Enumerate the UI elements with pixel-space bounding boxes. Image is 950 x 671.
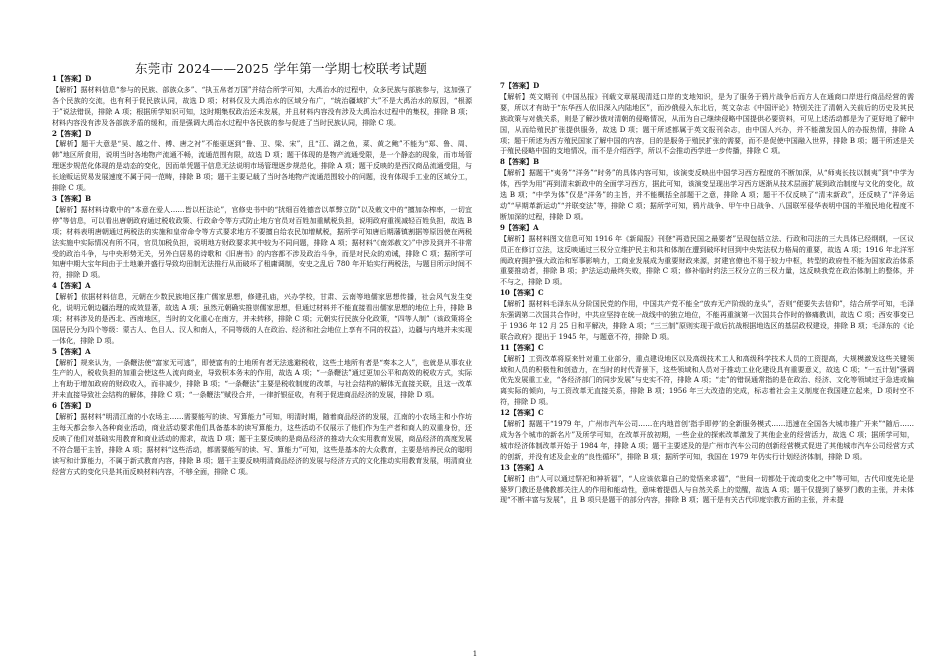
answer-line: 9【答案】A [500, 222, 539, 232]
left-column [52, 74, 472, 478]
question-block [52, 347, 472, 402]
answer-line: 12【答案】C [500, 408, 544, 418]
answer-line: 7【答案】D [500, 81, 540, 90]
question-block [500, 343, 914, 408]
answer-line: 2【答案】D [52, 128, 92, 138]
right-column [500, 81, 914, 506]
explanation-text: 【解析】依据材料信息，元朝在少数民族地区推广儒家思想，修建孔庙，兴办学校，甘肃、云南等地儒家思想传播，社会风气发生变化，说明元朝边疆治理的成效显著，故选 A 项；虽然元朝确实推崇儒家思想，但通过材料并不能直接看出儒家思想的地位上升，排除 B 项；材料涉及的是西北、西南地区，当时的文化重心在南方，并未转移，排除 C 项；元朝实行民族分化政策，“四等人制”（该政策将全国居民分为四个等级：蒙古人、色目人、汉人和南人，不同等级的人在政治、经济和社会地位上享有不同的权益），边疆与内地并未实现一体化，排除 D 项。 [52, 292, 472, 345]
question-block [52, 401, 472, 477]
answer-line: 5【答案】A [52, 346, 91, 356]
explanation-text: 【解析】据材料毛泽东从分阶国民党的作用，中国共产党不能全“放弃无产阶级的龙头”，否则“便要失去信仰”，结合所学可知，毛泽东强调第二次国共合作时，中共应坚持在统一战线中的独立地位，不能再重演第一次国共合作时的修痛教训，故选 C 项；西安事变已于 1936 年 12 月 25 日和平解决，排除 A 项；“三三制”原则实现于敌后抗战根据地选区的基层政权建设，排除 B 项；毛泽东的《论联合政府》提出于 1945 年，与题意不符，排除 D 项。 [500, 299, 914, 341]
explanation-text: 【解析】题干大意是“吴、越之什、傅、唐之衬”不能驱逐到“鲁、卫、梁、宋”，且“江、湖之鱼，菜、黄之鲍”不能为“郑、鲁、周、韩”地区所食用，说明当时各地物产流通不畅，流通范围有限，故选 D 项；题干体现的是物产流通受限，是一个静态的现象，而市场管理逐步规范化体现的是动态的变化，因而单凭题干信息无法说明市场管理逐步规范化，排除 A 项；题干反映的是西汉商品流通受阻，与长途贩运贸易发展速度不属于同一范畴，排除 B 项；题干主要记载了当时各地物产流通范围较小的问题，没有体现手工业的区域分工，排除 C 项。 [52, 139, 472, 193]
question-block [52, 281, 472, 346]
question-block [500, 81, 914, 157]
question-block [500, 288, 914, 343]
explanation-text: 【解析】据材料图文信息可知 1916 年《新闻报》刊登“再造民国之最要者”呈现包括立法、行政和司法的三大具体已经纲纲，一区议员正在修订立法，这反映通过三权分立维护民主和共和体制在遭到破坏时回到中央宪法权力格局的重要，故选 A 项；1916 年北洋军阀政府拥护强大政治和军事影响力，工商业发展成为重要财政来源，封建官僚也不易于较力中枢，转型的政府性不能为国家政治体系重要推动者，排除 B 项；护法运动最终失败，排除 C 项；修补临时约法三权分立的三权力量，这反映我党在政治体制上的整体，并不与之，排除 D 项。 [500, 233, 914, 287]
answer-line: 8【答案】B [500, 157, 540, 167]
answer-line: 11【答案】C [500, 342, 544, 352]
page-number: 1 [472, 650, 478, 658]
answer-line: 1【答案】D [52, 74, 92, 83]
explanation-text: 【解析】工资改革将原来针对重工业部分，重点建设地区以及高级技术工人和高级科学技术人员的工资提高，大规模激发这些关键领域和人员的积极性和创造力，在当时的时代背景下，这些领域和人员对于推动工业化建设具有重要意义，故选 C 项；“一五计划”强调优先发展重工业，“各经济部门的同步发展”与史实不符，排除 A 项；“走”的错误通常指的是在政治、经济、文化等领域过于急进或偏离实际的倾向，与工资改革无直接关系，排除 B 项；1956 年三大改造的完成，标志着社会主义制度在我国建立起来，D 项时空不符，排除 D 项。 [500, 353, 914, 407]
explanation-text: 【解析】据题干“1979 年，广州市汽车公司……在内地首创‘指手即停’的全新服务模式……迅速在全国各大城市推广开来”“随后……成为各个城市的新名片”及所学可知，在改革开放初期，一些企业的探索改革激发了其他企业的经营活力，故选 C 项；据所学可知，城市经济体制改革开始于 1984 年，排除 A 项；题干主要述及的是广州市汽车公司的创新经营模式促进了其他城市汽车公司经营方式的创新，并没有述及企业的“良性循环”，排除 B 项；据所学可知，我国在 1979 年仍实行计划经济体制，排除 D 项。 [500, 419, 914, 461]
answer-line: 3【答案】B [52, 193, 92, 203]
explanation-text: 【解析】据题干“夷务”“洋务”“时务”的具体内容可知，该演变反映出中国学习西方程度的不断加深，从“师夷长技以制夷”到“中学为体，西学为用”再到清末新政中的全面学习西方，据此可知，该演变呈现出学习西方逐渐从技术层面扩展到政治制度与文化的变化，故选 B 项；“中学为体”仅是“洋务”的主旨，并不能概括全部题干之意，排除 A 项；题干不仅反映了“清末新政”，还反映了“洋务运动”“早期革新运动”“并联变法”等，排除 C 项；据所学可知，鸦片战争、甲午中日战争、八国联军侵华表明中国的半殖民地化程度不断加深的过程，排除 D 项。 [500, 168, 914, 221]
answer-line: 13【答案】A [500, 462, 544, 472]
explanation-text: 【解析】据材料诗歌中的“本意在爱人……皆以枉法论”，官修史书中的“扰细百姓德音以革弊立防”以及敕文中的“擅加杂榨率，一切宜停”等信息，可以看出唐朝政府通过税收政策、行政命令等方式防止地方官员对百姓加重赋税负担，说明政府重视减轻百姓负担，故选 B 项；材料表明唐朝通过两税法的实施和皇帝命令等方式要求地方不要擅自给农民加增赋税，据所学可知唐后期藩镇割据等原因使在两税法实施中实际情况有所不同，官员加税负担，说明地方财政要求其中较为不同问题，排除 A 项；据材料“《南郊赦文》”中涉及到并不非常受的政治斗争，与中央形势无关，另外白居易的诗歌和《旧唐书》的内容都不涉及政治斗争，而是对民众的劝诫，排除 C 项；据所学可知唐中期大宝年间由于土地兼并盛行导致均田制无法推行从而破坏了租庸调制，安史之乱后 780 年开始实行两税法，与题目所示时间不符，排除 D 项。 [52, 204, 472, 280]
explanation-text: 【解析】据材料“明清江南的小农场主……需要能写的读、写算能力”可知，明清时期，随着商品经济的发展，江南的小农场主和小作坊主每天都会参入各种商业活动，商业活动要求他们具备基本的读写算能力，这些活动不仅展示了他们作为生产者和商人的双重身份，还反映了他们对基础实用教育和商业活动的需求，故选 D 项；题干主要反映的是商品经济的推动大众实用教育发展，商品经济的高度发展不符合题干主旨，排除 A 项；据材料“这些活动，都需要能写的读、写、算能力”可知，这些是基本的大众教育，主要是培养民众的聪明读写和计算能力，不属于新式教育内容，排除 B 项；题干主要反映明清商品经济的发展与经济方式的文化推动实用教育发展，明清商业经营方式的变化只是其而反映材料内容，不够全面，排除 C 项。 [52, 412, 472, 476]
question-block [52, 74, 472, 129]
answer-line: 4【答案】A [52, 281, 91, 291]
explanation-text: 【解析】规来认为，一条鞭法使“富家无可逃”，即使富有的土地所有者无法逃避税收，这些土地所有者是“奏本之人”，也就是从事农业生产的人，税收负担的加重会使这些人流向商业，导致积本务末的作用，故选 A 项；“一条鞭法”通过更加公平和高效的税收方式，实际上有助于增加政府的财政收入，而非减少，排除 B 项；“一条鞭法”主要是税收制度的改革，与社会结构的解体无直接关联，且这一改革并未直接导致社会结构的解体，排除 C 项；“一条鞭法”赋役合并，一律折银征收，有利于促进商品经济的发展，排除 D 项。 [52, 357, 472, 400]
page-title: 东莞市 2024——2025 学年第一学期七校联考试题 [135, 61, 428, 76]
question-block [500, 463, 914, 507]
question-block [500, 157, 914, 222]
question-block [500, 223, 914, 288]
explanation-text: 【解析】据材料信息“参与的民族、部族众多”、“执玉帛者万国”并结合所学可知，大禹治水的过程中，众多民族与部族参与，这加强了各个民族的交流，也有利于促民族认同，故选 D 项；材料仅及大禹治水的区域分布广，“统治疆域扩大”不是大禹治水的原因，“根源于”说法错误，排除 A 项；根据所学知识可知，这时期集权政治还未发展，并且材料内容没有涉及大禹治水过程中的集权，排除 B 项；材料内容没有涉及各部族矛盾的缓和，而是强调大禹治水过程中各民族的参与促进了当时民族认同，排除 C 项。 [52, 84, 472, 127]
answer-line: 6【答案】D [52, 401, 92, 411]
explanation-text: 【解析】英文期刊《中国丛报》刊载文章展现清廷口岸的支地知识，是为了服务于鸦片战争后而方人在通商口岸进行商品经营的需要，所以才有助于“东华西人依旧深入内陆地区”，而沙俄侵入东北后，英文杂志《中国评论》特别关注了清朝入关前后的历史及其民族政策与对俄关系，则是了解沙俄对清朝的侵略情况，从而为自己继续侵略中国提供必要资料，可见上述活动都是为了更好地了解中国，从而给殖民扩张提供服务，故选 D 项；题干所述都属于英文报刊杂志，由中国人兴办，并不能激发国人的办报热情，排除 A 项；题干所述为西方殖民国家了解中国的内容，目的是服务于殖民扩张的需要，而不是促使中国融入世界，排除 B 项；题干所述是关于殖民侵略中国的支地情况，而不是介绍西学，所以不会推动西学进一步传播，排除 C 项。 [500, 91, 914, 156]
explanation-text: 【解析】由“人可以通过祭祀和神祈福”，“人应该依靠自己的觉悟来求福”，“世间一切都处于流动变化之中”等可知，古代印度先论是婆罗门教还是佛教都关注人的作用和能动性，意味着提倡人与自然关系上的觉醒，故选 A 项；题干仅提到了婆罗门教的主张，并未体现“不断丰富与发展”，且 B 项只是题干的部分内容，排除 B 项；题干是有关古代印度宗教方面的主张，并未提 [500, 473, 914, 505]
question-block [52, 129, 472, 194]
question-block [500, 408, 914, 463]
answer-line: 10【答案】C [500, 288, 544, 298]
question-block [52, 194, 472, 281]
